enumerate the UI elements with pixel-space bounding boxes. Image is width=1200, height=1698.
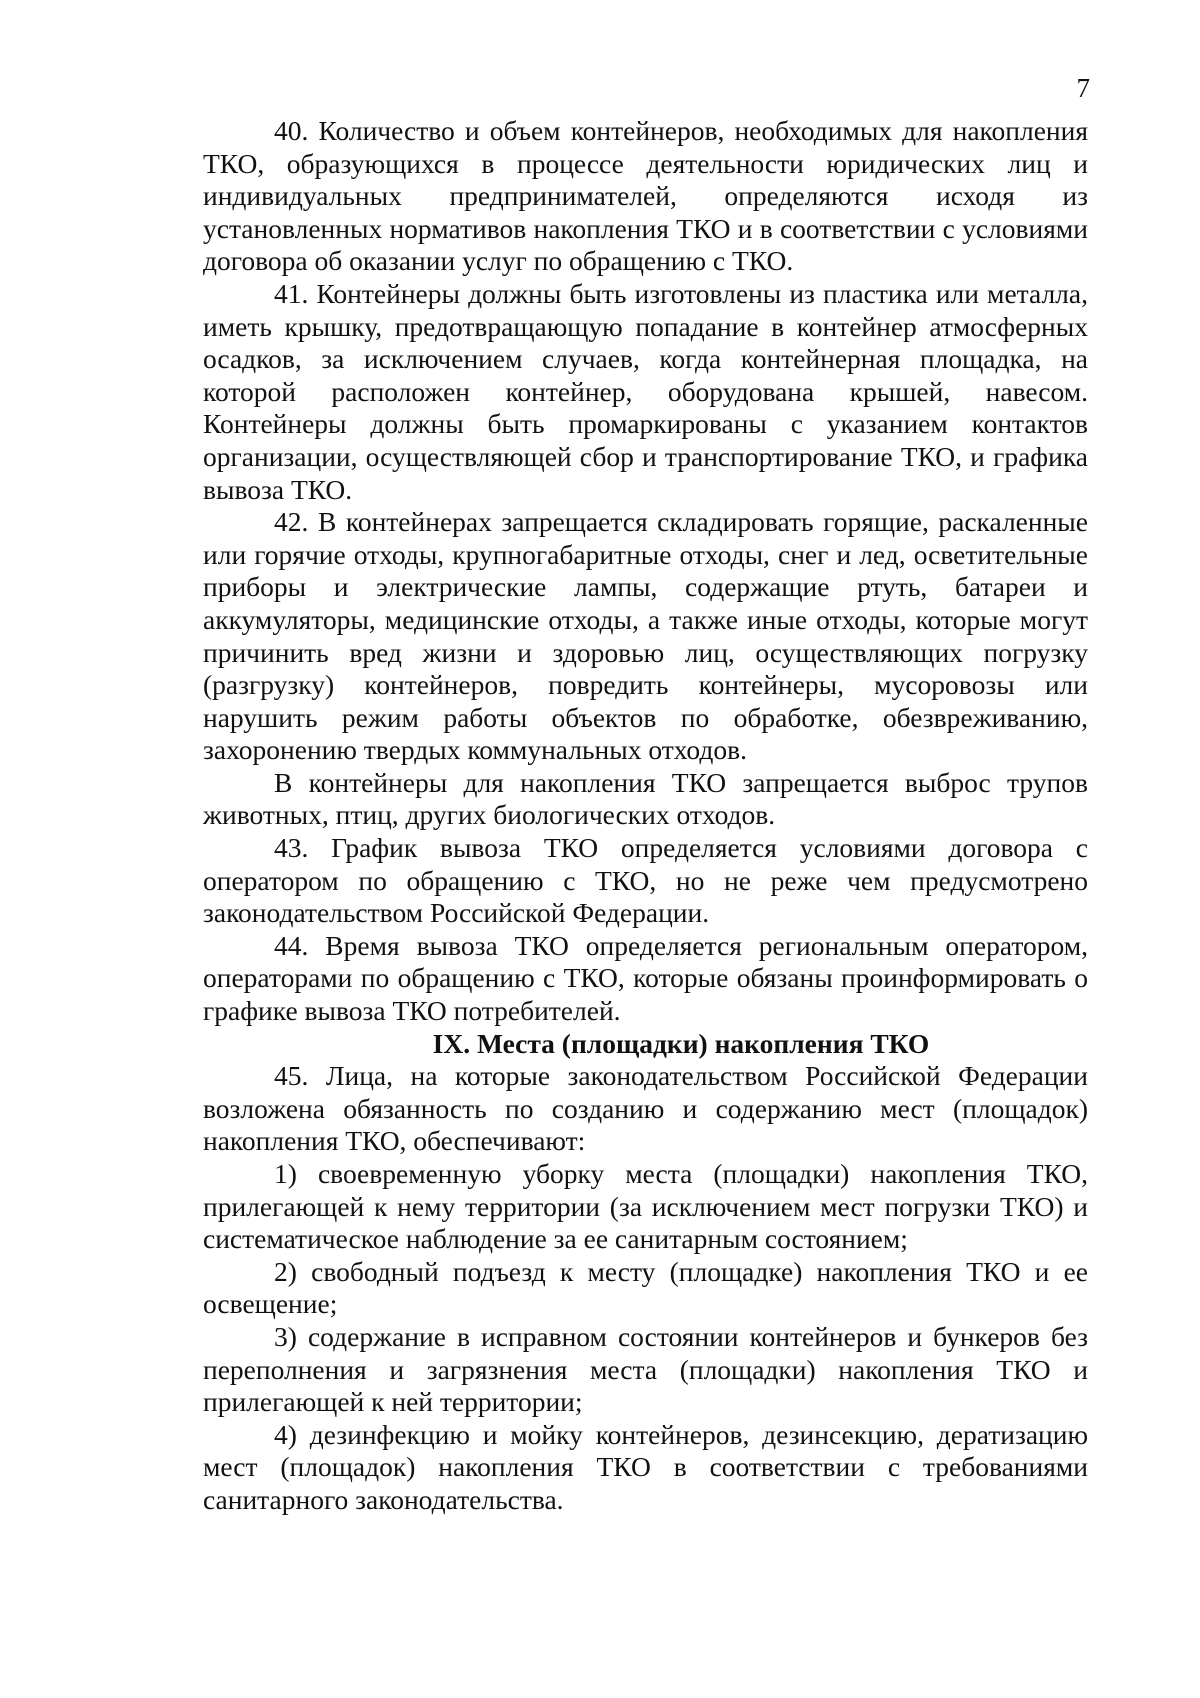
- list-item-2: 2) свободный подъезд к месту (площадке) накопления ТКО и ее освещение;: [203, 1255, 1088, 1320]
- paragraph-45: 45. Лица, на которые законодательством Российской Федерации возложена обязанность по созданию и содержанию мест (площадок) накопления ТКО, обеспечивают:: [203, 1060, 1088, 1157]
- page-number: 7: [1076, 73, 1090, 103]
- list-item-1: 1) своевременную уборку места (площадки) накопления ТКО, прилегающей к нему территории (за исключением мест погрузки ТКО) и систематическое наблюдение за ее санитарным состоянием;: [203, 1158, 1088, 1255]
- paragraph-41: 41. Контейнеры должны быть изготовлены из пластика или металла, иметь крышку, предотвращающую попадание в контейнер атмосферных осадков, за исключением случаев, когда контейнерная площадка, на которой расположен контейнер, оборудована крышей, навесом. Контейнеры должны быть промаркированы с указанием контактов организации, осуществляющей сбор и транспортирование ТКО, и графика вывоза ТКО.: [203, 277, 1088, 505]
- section-heading: IX. Места (площадки) накопления ТКО: [432, 1027, 930, 1059]
- list-item-4: 4) дезинфекцию и мойку контейнеров, дезинсекцию, дератизацию мест (площадок) накопления ТКО в соответствии с требованиями санитарного законодательства.: [203, 1418, 1088, 1515]
- list-item-3: 3) содержание в исправном состоянии контейнеров и бункеров без переполнения и загрязнения места (площадки) накопления ТКО и прилегающей к ней территории;: [203, 1320, 1088, 1418]
- paragraph-42: 42. В контейнерах запрещается складировать горящие, раскаленные или горячие отходы, крупногабаритные отходы, снег и лед, осветительные приборы и электрические лампы, содержащие ртуть, батареи и аккумуляторы, медицинские отходы, а также иные отходы, которые могут причинить вред жизни и здоровью лиц, осуществляющих погрузку (разгрузку) контейнеров, повредить контейнеры, мусоровозы или нарушить режим работы объектов по обработке, обезвреживанию, захоронению твердых коммунальных отходов.: [203, 506, 1088, 766]
- paragraph-44: 44. Время вывоза ТКО определяется региональным оператором, операторами по обращению с ТКО, которые обязаны проинформировать о графике вывоза ТКО потребителей.: [203, 929, 1088, 1027]
- paragraph-42-continued: В контейнеры для накопления ТКО запрещается выброс трупов животных, птиц, других биологических отходов.: [203, 766, 1088, 831]
- paragraph-40: 40. Количество и объем контейнеров, необходимых для накопления ТКО, образующихся в процессе деятельности юридических лиц и индивидуальных предпринимателей, определяются исходя из установленных нормативов накопления ТКО и в соответствии с условиями договора об оказании услуг по обращению с ТКО.: [203, 115, 1088, 277]
- paragraph-43: 43. График вывоза ТКО определяется условиями договора с оператором по обращению с ТКО, но не реже чем предусмотрено законодательством Российской Федерации.: [203, 832, 1088, 929]
- document-body: [203, 115, 1088, 1517]
